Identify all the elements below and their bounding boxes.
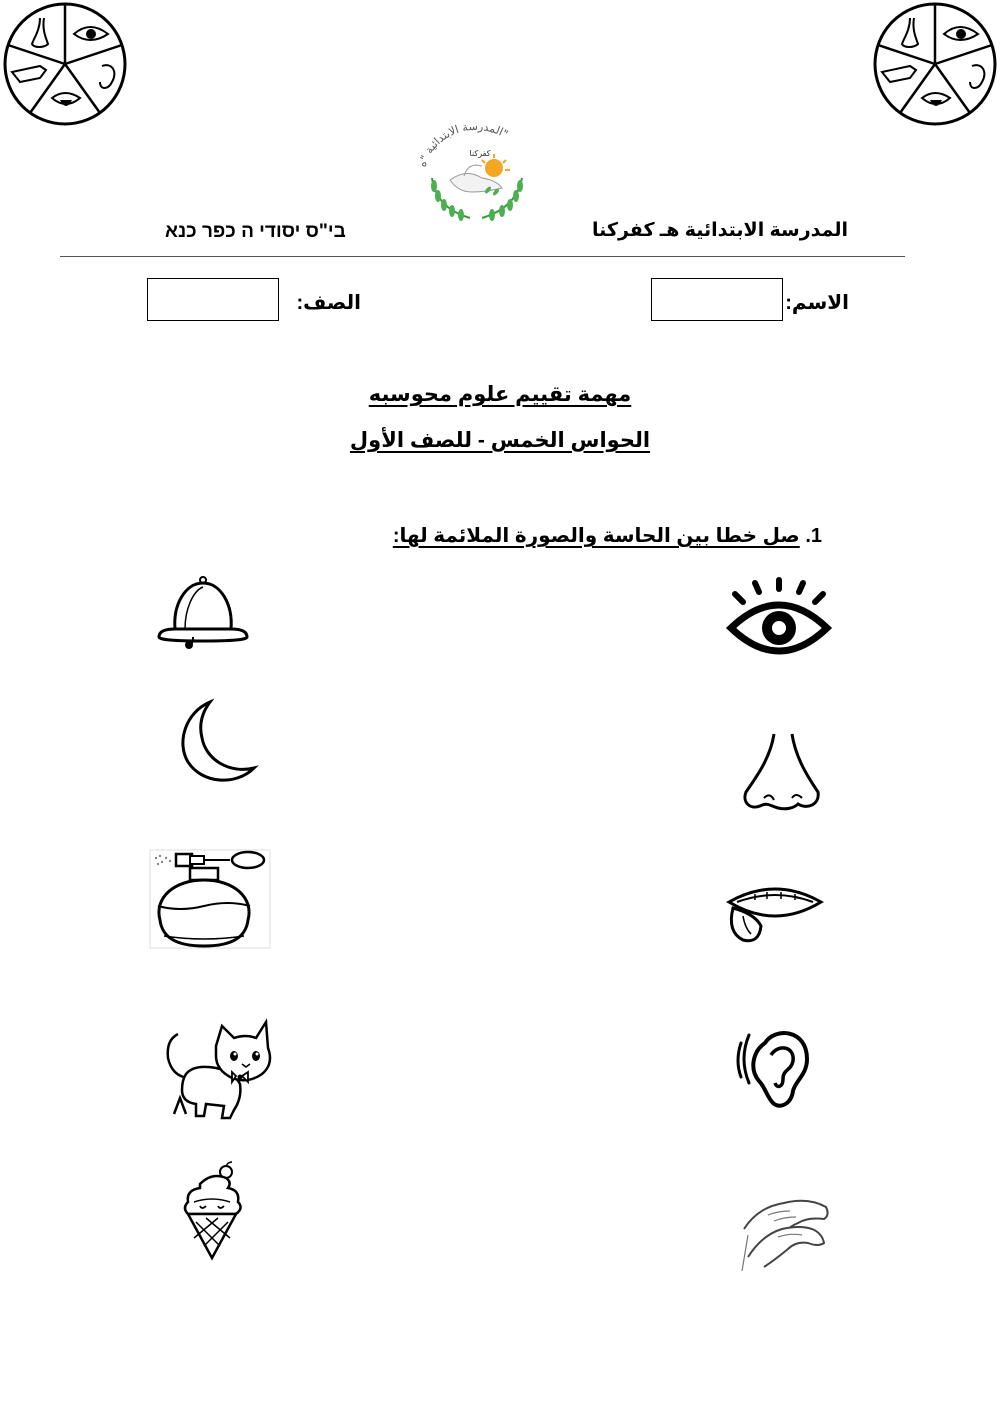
hands-icon[interactable] (738, 1185, 833, 1275)
nose-icon[interactable] (740, 730, 824, 814)
header-divider (60, 256, 905, 257)
school-name-arabic: المدرسة الابتدائية هـ كفركنا (592, 220, 848, 241)
class-label: الصف: (296, 292, 361, 314)
eye-icon[interactable] (725, 580, 833, 660)
cat-icon[interactable] (160, 1018, 275, 1123)
school-name-hebrew: בי"ס יסודי ה כפר כנא (165, 221, 346, 242)
name-label: الاسم: (785, 292, 849, 314)
name-field[interactable] (651, 278, 783, 321)
perfume-icon[interactable] (150, 850, 272, 950)
svg-text:المدرسة الابتدائية "ه": المدرسة الابتدائية "ه" (415, 119, 511, 169)
ice-cream-icon[interactable] (180, 1162, 245, 1260)
bell-icon[interactable] (155, 575, 250, 650)
question-text: صل خطا بين الحاسة والصورة الملائمة لها: (392, 525, 800, 547)
senses-wheel-left-icon (0, 0, 130, 130)
ear-icon[interactable] (735, 1025, 815, 1110)
page-title: مهمة تقييم علوم محوسبه (368, 383, 632, 406)
dove-logo-icon (410, 118, 540, 228)
mouth-icon[interactable] (725, 878, 825, 948)
school-logo (410, 118, 540, 228)
question-1 (393, 523, 822, 548)
class-field[interactable] (147, 278, 279, 321)
svg-text:كفركنا: كفركنا (469, 149, 491, 158)
moon-icon[interactable] (170, 698, 260, 784)
page-subtitle: الحواس الخمس - للصف الأول (349, 429, 651, 452)
senses-wheel-right-icon (870, 0, 1000, 130)
question-number: 1. (805, 525, 822, 547)
